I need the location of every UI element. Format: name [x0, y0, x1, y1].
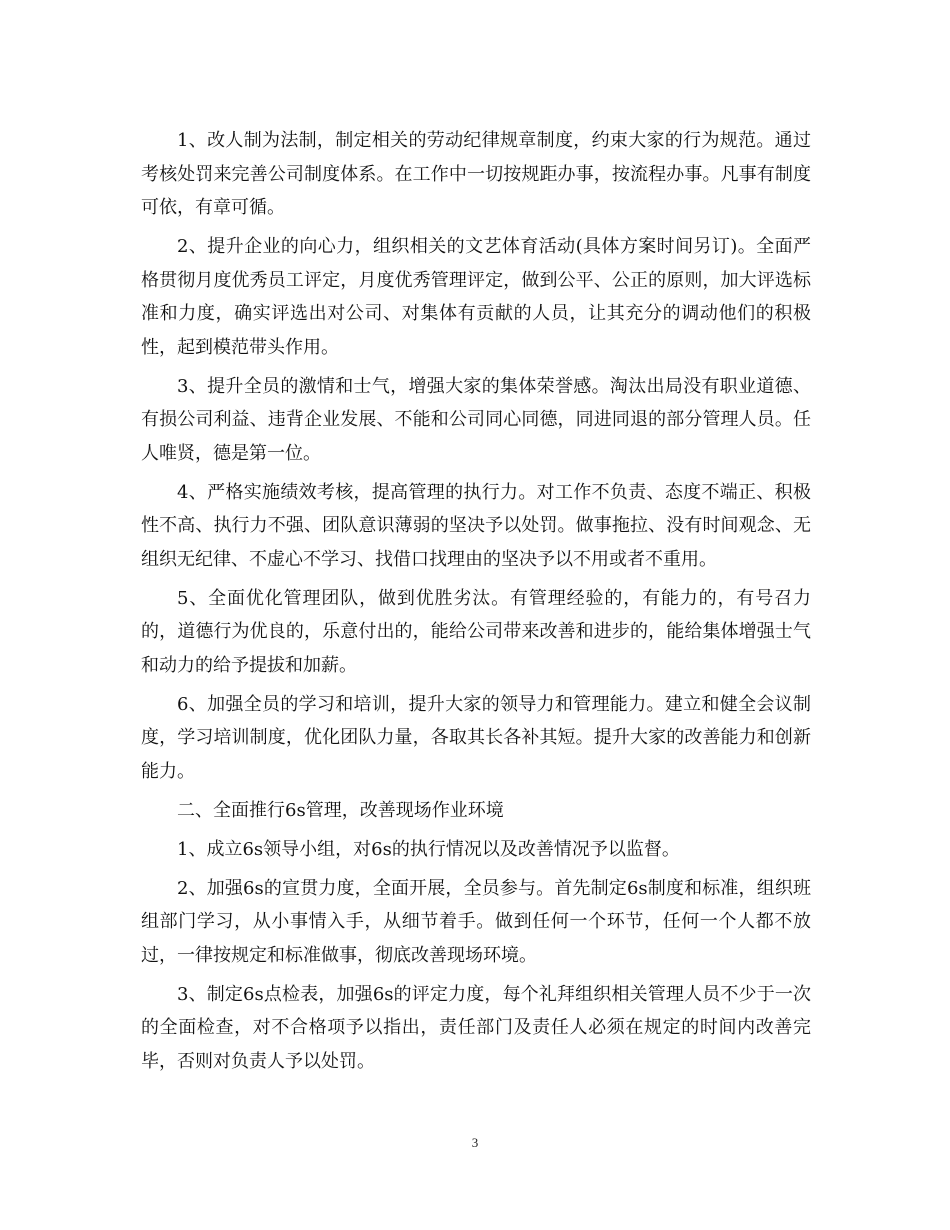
paragraph-6s-1: 1、成立6s领导小组，对6s的执行情况以及改善情况予以监督。 — [177, 838, 680, 860]
paragraph-5: 5、全面优化管理团队，做到优胜劣汰。有管理经验的，有能力的，有号召力的，道德行为优良的，乐意付出的，能给公司带来改善和进步的，能给集体增强士气和动力的给予提拔和加薪。 — [141, 587, 811, 676]
paragraph-1: 1、改人制为法制，制定相关的劳动纪律规章制度，约束大家的行为规范。通过考核处罚来完善公司制度体系。在工作中一切按规距办事，按流程办事。凡事有制度可依，有章可循。 — [141, 130, 811, 218]
page-number: 3 — [471, 1135, 479, 1150]
paragraph-6s-3: 3、制定6s点检表，加强6s的评定力度，每个礼拜组织相关管理人员不少于一次的全面检查，对不合格项予以指出，责任部门及责任人必须在规定的时间内改善完毕，否则对负责人予以处罚。 — [141, 983, 811, 1072]
paragraph-6: 6、加强全员的学习和培训，提升大家的领导力和管理能力。建立和健全会议制度，学习培训制度，优化团队力量，各取其长各补其短。提升大家的改善能力和创新能力。 — [141, 693, 811, 782]
paragraph-6s-2: 2、加强6s的宣贯力度，全面开展，全员参与。首先制定6s制度和标准，组织班组部门学习，从小事情入手，从细节着手。做到任何一个环节，任何一个人都不放过，一律按规定和标准做事，彻底改善现场环境。 — [141, 877, 811, 966]
document-body — [141, 124, 811, 1084]
paragraph-3: 3、提升全员的激情和士气，增强大家的集体荣誉感。淘汰出局没有职业道德、有损公司利益、违背企业发展、不能和公司同心同德，同进同退的部分管理人员。任人唯贤，德是第一位。 — [141, 375, 811, 464]
paragraph-2: 2、提升企业的向心力，组织相关的文艺体育活动(具体方案时间另订)。全面严格贯彻月度优秀员工评定，月度优秀管理评定，做到公平、公正的原则，加大评选标准和力度，确实评选出对公司、对集体有贡献的人员，让其充分的调动他们的积极性，起到模范带头作用。 — [141, 236, 811, 358]
section-heading-6s: 二、全面推行6s管理，改善现场作业环境 — [177, 799, 504, 821]
paragraph-4: 4、严格实施绩效考核，提高管理的执行力。对工作不负责、态度不端正、积极性不高、执行力不强、团队意识薄弱的坚决予以处罚。做事拖拉、没有时间观念、无组织无纪律、不虚心不学习、找借口找理由的坚决予以不用或者不重用。 — [141, 481, 811, 570]
